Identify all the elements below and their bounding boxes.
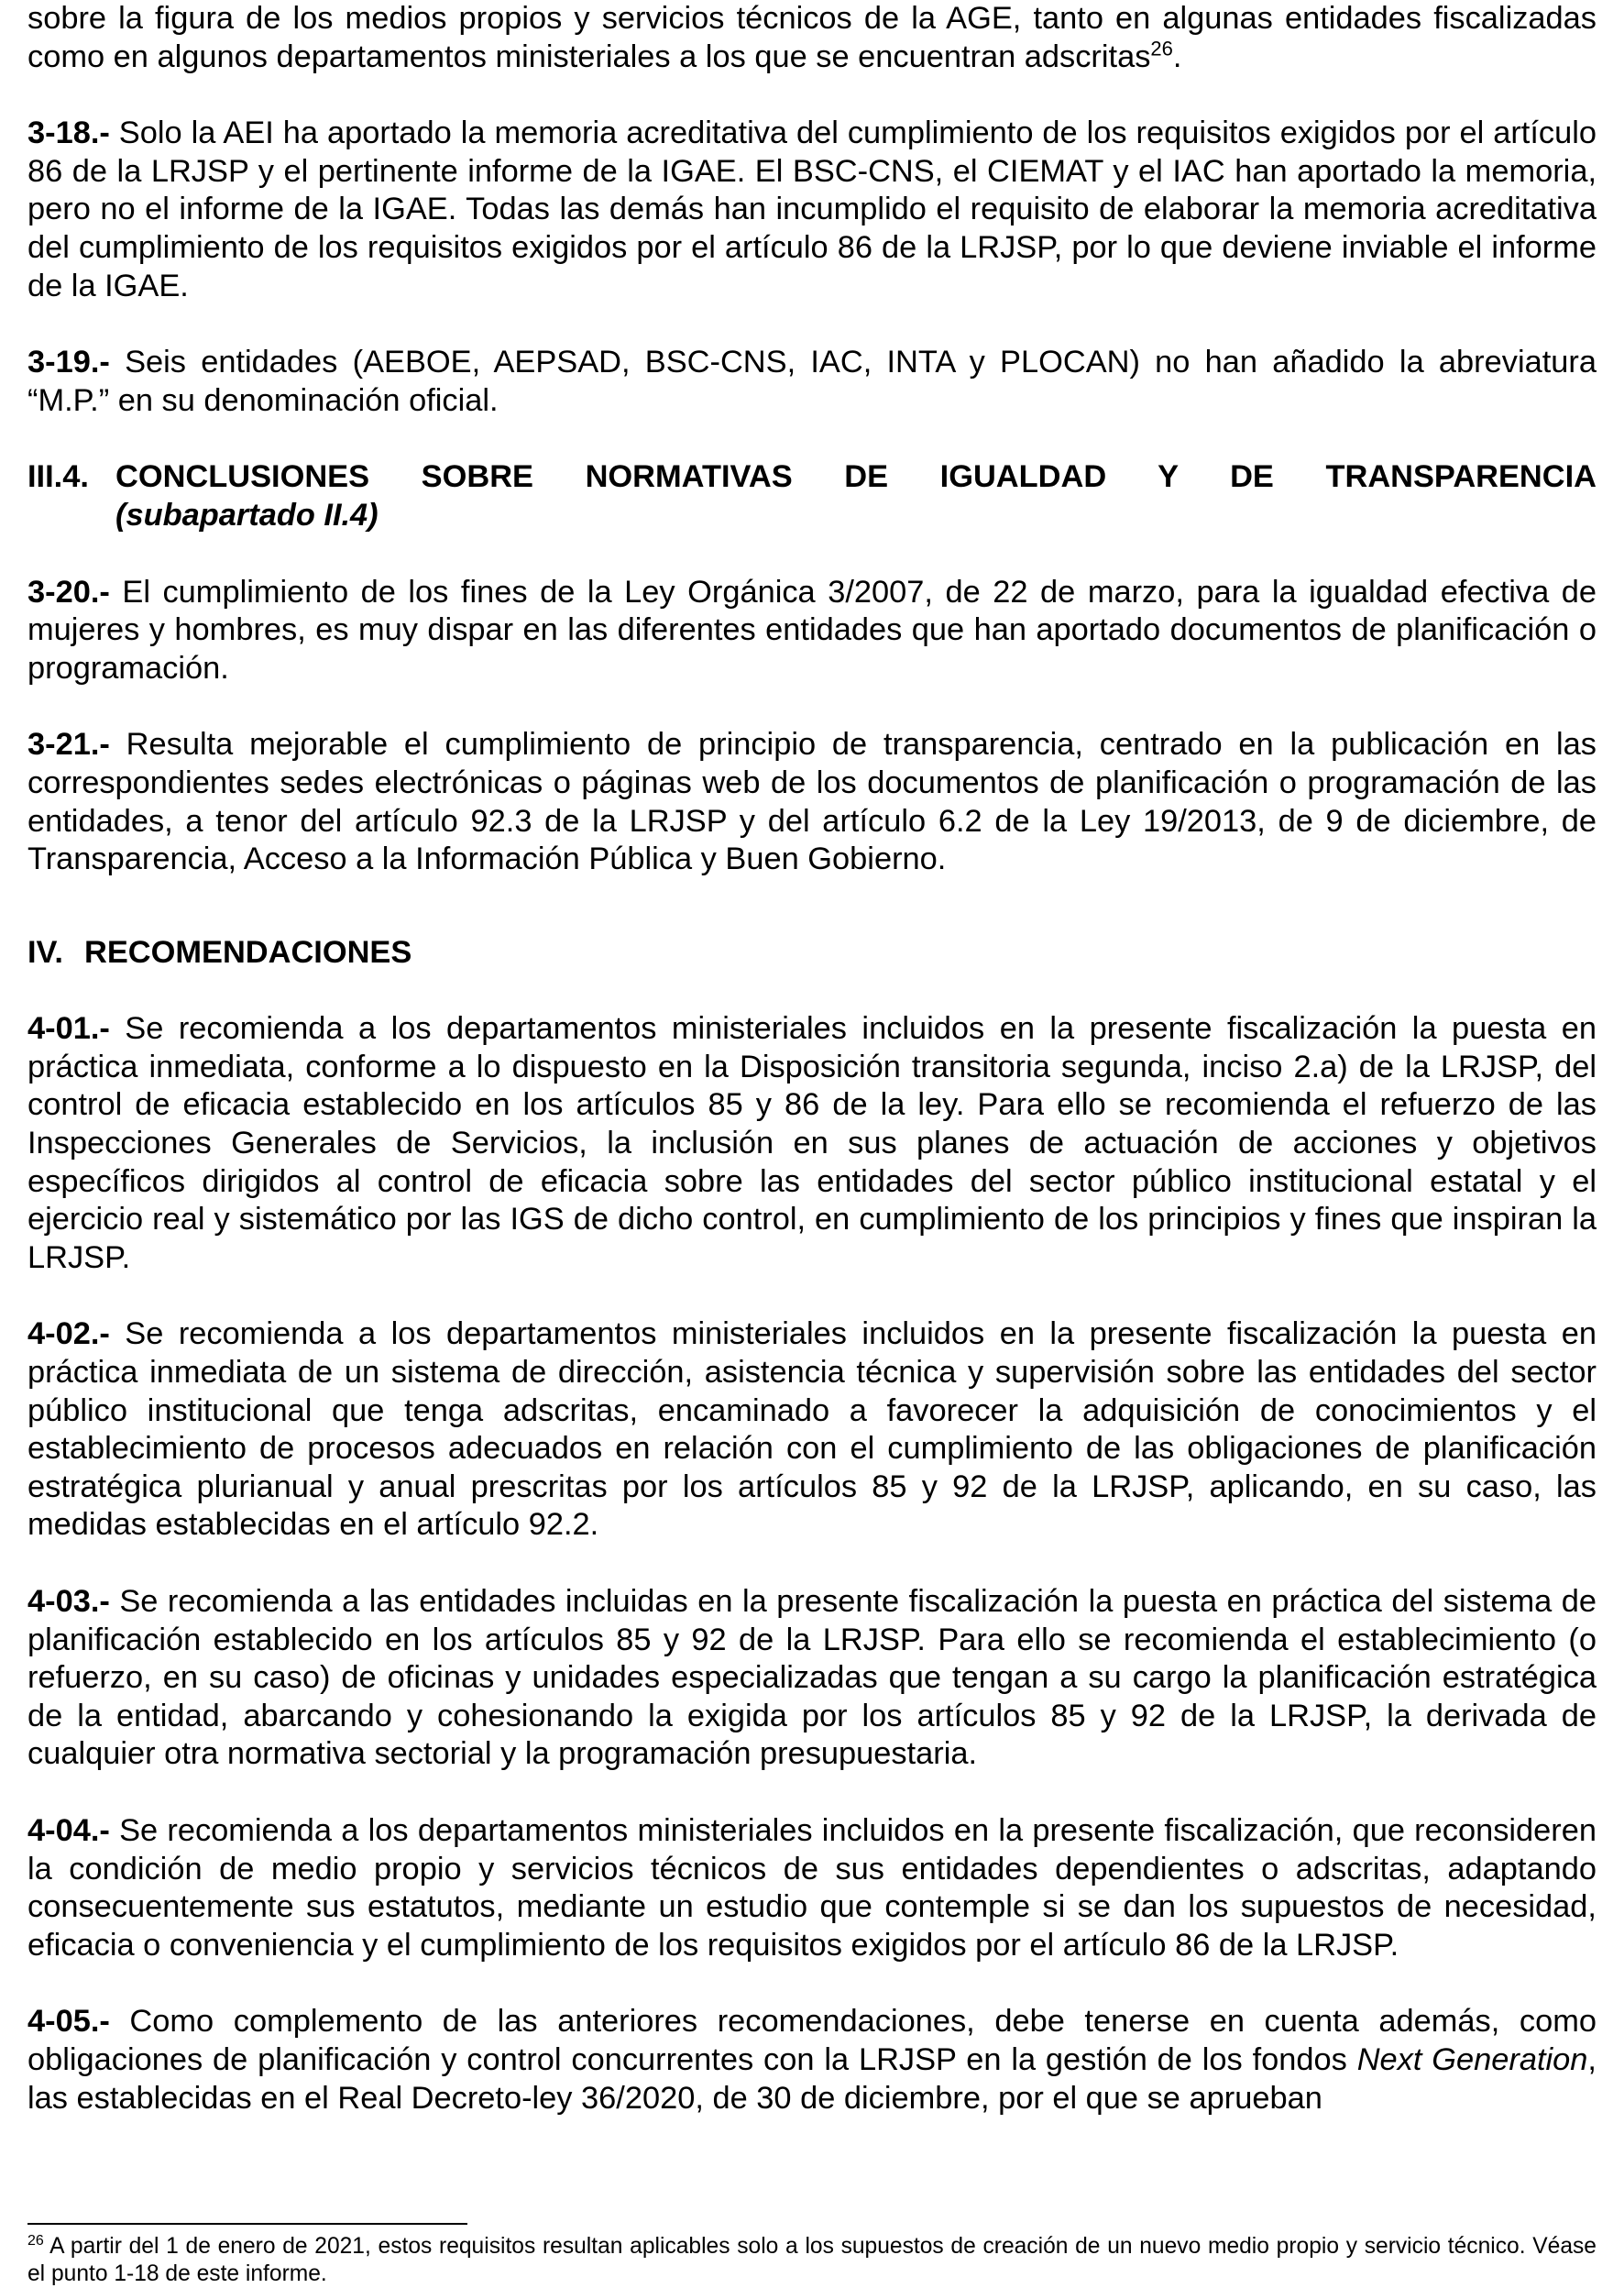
section-heading-iii-4 xyxy=(27,458,1597,534)
paragraph-number: 3-18.- xyxy=(27,116,110,151)
section-number: IV. xyxy=(27,934,63,970)
paragraph-4-01 xyxy=(27,1010,1597,1277)
paragraph-text: Se recomienda a los departamentos ministeriales incluidos en la presente fiscalización la puesta en práctica inmediata de un sistema de dirección, asistencia técnica y supervisión sobre las entidades del sector público institucional que tenga adscritas, encaminado a favorecer la adquisición de conocimientos y el establecimiento de procesos adecuados en relación con el cumplimiento de las obligaciones de planificación estratégica plurianual y anual prescritas por los artículos 85 y 92 de la LRJSP, aplicando, en su caso, las medidas establecidas en el artículo 92.2. xyxy=(27,1316,1597,1543)
section-title: CONCLUSIONES SOBRE NORMATIVAS DE IGUALDAD Y DE TRANSPARENCIA xyxy=(115,459,1597,495)
intro-end: . xyxy=(1172,38,1182,74)
paragraph-3-20 xyxy=(27,574,1597,688)
footnote xyxy=(27,2233,1597,2288)
paragraph-text: Seis entidades (AEBOE, AEPSAD, BSC-CNS, IAC, INTA y PLOCAN) no han añadido la abreviatura “M.P.” en su denominación oficial. xyxy=(27,345,1597,418)
paragraph-4-05 xyxy=(27,2003,1597,2118)
intro-text: sobre la figura de los medios propios y servicios técnicos de la AGE, tanto en algunas entidades fiscalizadas como en algunos departamentos ministeriales a los que se encuentran adscritas xyxy=(27,1,1597,74)
paragraph-number: 4-02.- xyxy=(27,1316,110,1352)
paragraph-text-a: Como complemento de las anteriores recomendaciones, debe tenerse en cuenta además, como obligaciones de planificación y control concurrentes con la LRJSP en la gestión de los fondos xyxy=(27,2004,1597,2077)
paragraph-text: Se recomienda a los departamentos ministeriales incluidos en la presente fiscalización la puesta en práctica inmediata, conforme a lo dispuesto en la Disposición transitoria segunda, inciso 2.a) de la LRJSP, del control de eficacia establecido en los artículos 85 y 86 de la ley. Para ello se recomienda el refuerzo de las Inspecciones Generales de Servicios, la inclusión en sus planes de actuación de acciones y objetivos específicos dirigidos al control de eficacia sobre las entidades del sector público institucional estatal y el ejercicio real y sistemático por las IGS de dicho control, en cumplimiento de los principios y fines que inspiran la LRJSP. xyxy=(27,1011,1597,1275)
paragraph-3-21 xyxy=(27,726,1597,878)
paragraph-4-03 xyxy=(27,1583,1597,1774)
paragraph-text-b: , las establecidas en el Real Decreto-ley 36/2020, de 30 de diciembre, por el que se aprueban xyxy=(27,2041,1597,2116)
footnote-text: A partir del 1 de enero de 2021, estos requisitos resultan aplicables solo a los supuestos de creación de un nuevo medio propio y servicio técnico. Véase el punto 1-18 de este informe. xyxy=(27,2234,1597,2286)
section-title-block xyxy=(115,458,1597,534)
paragraph-4-02 xyxy=(27,1315,1597,1545)
paragraph-text: Resulta mejorable el cumplimiento de principio de transparencia, centrado en la publicación en las correspondientes sedes electrónicas o páginas web de los documentos de planificación o programación de las entidades, a tenor del artículo 92.3 de la LRJSP y del artículo 6.2 de la Ley 19/2013, de 9 de diciembre, de Transparencia, Acceso a la Información Pública y Buen Gobierno. xyxy=(27,727,1597,877)
paragraph-number: 3-19.- xyxy=(27,345,110,380)
footnote-number: 26 xyxy=(27,2232,44,2249)
paragraph-number: 4-03.- xyxy=(27,1584,110,1619)
paragraph-number: 4-05.- xyxy=(27,2004,110,2040)
footnote-ref: 26 xyxy=(1150,37,1173,60)
paragraph-number: 4-01.- xyxy=(27,1011,110,1047)
paragraph-number: 3-21.- xyxy=(27,727,110,763)
paragraph-3-19 xyxy=(27,344,1597,420)
paragraph-number: 3-20.- xyxy=(27,574,110,610)
section-number: III.4. xyxy=(27,459,89,495)
main-text xyxy=(27,0,1597,2118)
section-title: RECOMENDACIONES xyxy=(84,934,412,970)
paragraph-text-italic: Next Generation xyxy=(1356,2041,1588,2077)
footnote-divider xyxy=(27,2223,467,2225)
paragraph-4-04 xyxy=(27,1812,1597,1964)
section-heading-iv xyxy=(27,934,1597,973)
paragraph-3-18 xyxy=(27,115,1597,305)
paragraph-text: Solo la AEI ha aportado la memoria acreditativa del cumplimiento de los requisitos exigidos por el artículo 86 de la LRJSP y el pertinente informe de la IGAE. El BSC-CNS, el CIEMAT y el IAC han aportado la memoria, pero no el informe de la IGAE. Todas las demás han incumplido el requisito de elaborar la memoria acreditativa del cumplimiento de los requisitos exigidos por el artículo 86 de la LRJSP, por lo que deviene inviable el informe de la IGAE. xyxy=(27,116,1597,303)
paragraph-text: El cumplimiento de los fines de la Ley Orgánica 3/2007, de 22 de marzo, para la igualdad efectiva de mujeres y hombres, es muy dispar en las diferentes entidades que han aportado documentos de planificación o programación. xyxy=(27,574,1597,686)
paragraph-text: Se recomienda a las entidades incluidas en la presente fiscalización la puesta en práctica del sistema de planificación establecido en los artículos 85 y 92 de la LRJSP. Para ello se recomienda el establecimiento (o refuerzo, en su caso) de oficinas y unidades especializadas que tengan a su cargo la planificación estratégica de la entidad, abarcando y cohesionando la exigida por los artículos 85 y 92 de la LRJSP, la derivada de cualquier otra normativa sectorial y la programación presupuestaria. xyxy=(27,1584,1597,1772)
paragraph-number: 4-04.- xyxy=(27,1812,110,1848)
section-subtitle: (subapartado II.4) xyxy=(115,497,379,533)
paragraph-text: Se recomienda a los departamentos ministeriales incluidos en la presente fiscalización, que reconsideren la condición de medio propio y servicios técnicos de sus entidades dependientes o adscritas, adaptando consecuentemente sus estatutos, mediante un estudio que contemple si se dan los supuestos de necesidad, eficacia o conveniencia y el cumplimiento de los requisitos exigidos por el artículo 86 de la LRJSP. xyxy=(27,1812,1597,1963)
intro-paragraph xyxy=(27,0,1597,76)
